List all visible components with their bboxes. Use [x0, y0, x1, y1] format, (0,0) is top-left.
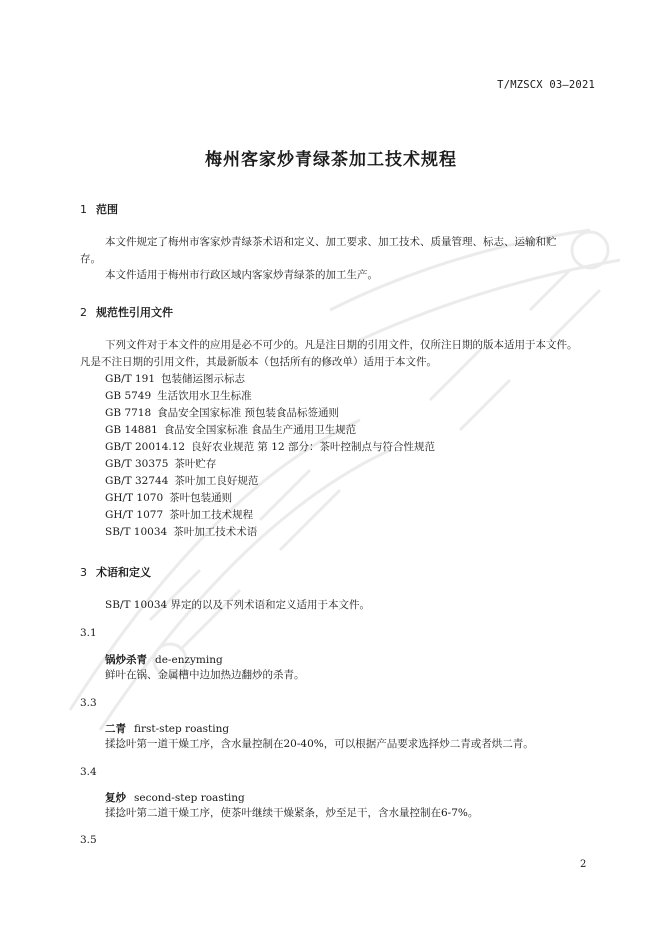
reference-item [105, 490, 232, 507]
reference-item [105, 439, 435, 456]
reference-code: GB 7718 [105, 407, 152, 419]
reference-code: SB/T 10034 [105, 526, 168, 538]
section-1-heading [80, 201, 118, 217]
reference-code: GH/T 1070 [105, 492, 164, 504]
term-number: 3.5 [80, 834, 97, 846]
page-number: 2 [580, 859, 587, 870]
term-definition: 揉捻叶第一道干燥工序，含水量控制在20-40%，可以根据产品要求选择炒二青或者烘二青。 [105, 738, 534, 750]
reference-item [105, 507, 253, 524]
section-number: 1 [80, 203, 87, 216]
term-en: first-step roasting [134, 723, 230, 735]
term-heading [105, 652, 223, 667]
reference-code: GB 5749 [105, 390, 152, 402]
reference-code: GH/T 1077 [105, 509, 164, 521]
reference-name: 茶叶加工技术术语 [173, 526, 258, 538]
paragraph-continuation: 存。 [80, 253, 101, 265]
paragraph: 下列文件对于本文件的应用是必不可少的。凡是注日期的引用文件，仅所注日期的版本适用于本文件。 [105, 339, 578, 351]
section-3-heading [80, 564, 151, 580]
paragraph: 本文件适用于梅州市行政区域内客家炒青绿茶的加工生产。 [105, 269, 378, 281]
term-en: second-step roasting [134, 792, 245, 804]
term-zh: 复炒 [105, 792, 126, 804]
reference-code: GB/T 191 [105, 373, 156, 385]
reference-name: 良好农业规范 第 12 部分：茶叶控制点与符合性规范 [191, 441, 435, 453]
reference-name: 茶叶加工技术规程 [169, 509, 254, 521]
reference-name: 生活饮用水卫生标准 [157, 390, 252, 402]
reference-item [105, 405, 339, 422]
reference-code: GB/T 20014.12 [105, 441, 186, 453]
reference-name: 茶叶包装通则 [169, 492, 233, 504]
section-2-heading [80, 304, 173, 320]
term-zh: 二青 [105, 723, 126, 735]
section-number: 2 [80, 306, 87, 319]
term-number: 3.3 [80, 697, 97, 709]
term-en: de-enzyming [155, 654, 223, 666]
document-number: T/MZSCX 03—2021 [497, 79, 595, 91]
reference-item [105, 473, 258, 490]
section-number: 3 [80, 566, 87, 579]
reference-name: 茶叶加工良好规范 [174, 475, 259, 487]
reference-code: GB/T 30375 [105, 458, 169, 470]
reference-name: 茶叶贮存 [174, 458, 217, 470]
paragraph: SB/T 10034 界定的以及下列术语和定义适用于本文件。 [105, 599, 371, 611]
term-definition: 鲜叶在锅、金属槽中边加热边翻炒的杀青。 [105, 669, 305, 681]
section-title: 术语和定义 [96, 566, 151, 579]
term-definition: 揉捻叶第二道干燥工序，使茶叶继续干燥紧条，炒至足干，含水量控制在6-7%。 [105, 807, 479, 819]
reference-item [105, 456, 216, 473]
reference-name: 食品安全国家标准 食品生产通用卫生规范 [163, 424, 357, 436]
reference-item [105, 371, 245, 388]
reference-code: GB 14881 [105, 424, 158, 436]
term-heading [105, 790, 245, 805]
paragraph-continuation: 凡是不注日期的引用文件，其最新版本（包括所有的修改单）适用于本文件。 [80, 356, 437, 368]
term-number: 3.4 [80, 766, 97, 778]
term-zh: 锅炒杀青 [105, 654, 147, 666]
reference-item [105, 524, 257, 541]
section-title: 规范性引用文件 [96, 306, 173, 319]
reference-name: 食品安全国家标准 预包装食品标签通则 [157, 407, 340, 419]
term-number: 3.1 [80, 627, 97, 639]
reference-name: 包装储运图示标志 [161, 373, 246, 385]
paragraph: 本文件规定了梅州市客家炒青绿茶术语和定义、加工要求、加工技术、质量管理、标志、运输和贮 [105, 236, 557, 248]
section-title: 范围 [96, 203, 118, 216]
reference-item [105, 388, 252, 405]
reference-item [105, 422, 356, 439]
term-heading [105, 721, 229, 736]
reference-code: GB/T 32744 [105, 475, 169, 487]
document-title: 梅州客家炒青绿茶加工技术规程 [205, 150, 457, 170]
